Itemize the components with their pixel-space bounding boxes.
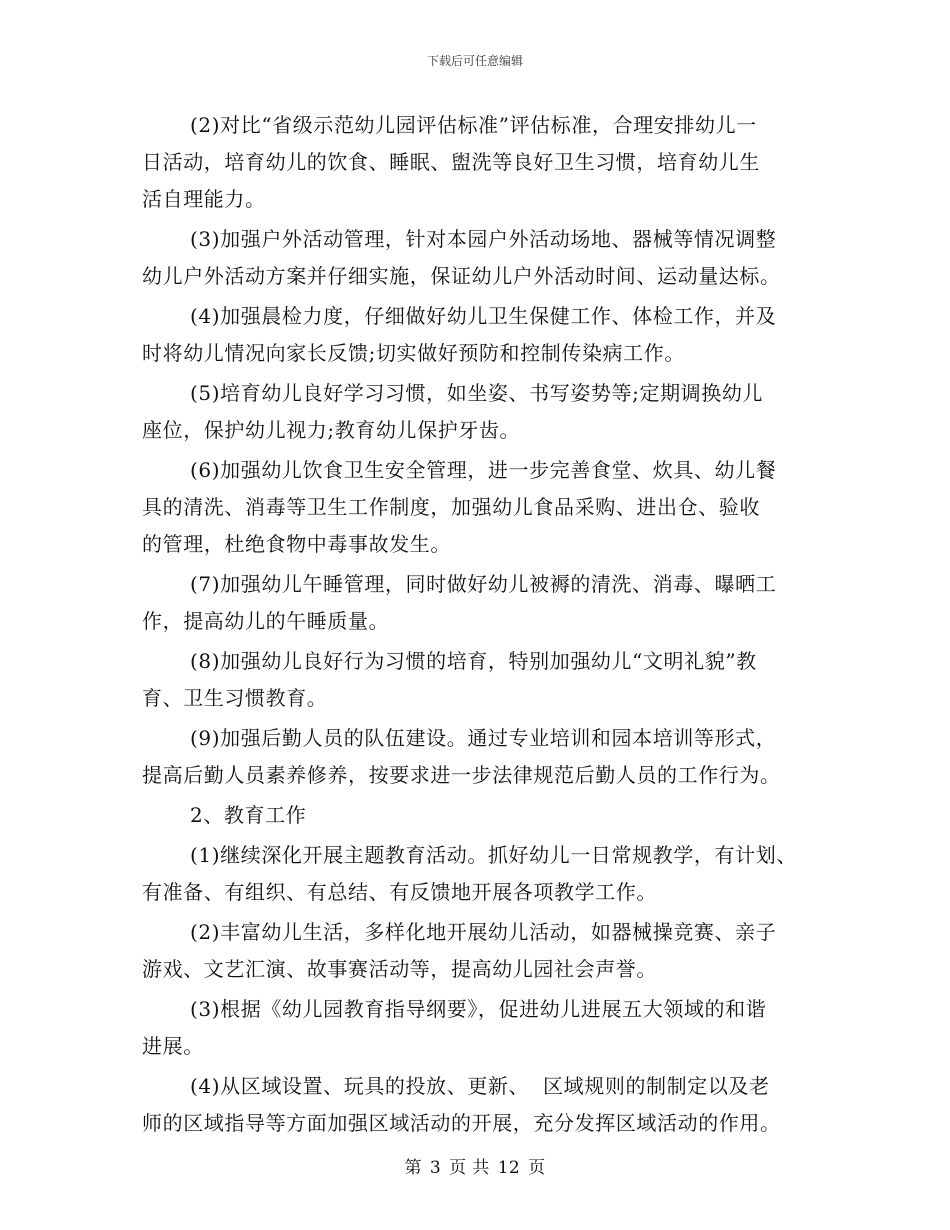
text-line: (4)加强晨检力度，仔细做好幼儿卫生保健工作、体检工作，并及 (190, 304, 777, 328)
text-line: (2)丰富幼儿生活，多样化地开展幼儿活动，如器械操竞赛、亲子 (190, 920, 777, 944)
text-line: 作，提高幼儿的午睡质量。 (142, 609, 390, 633)
footer-prefix: 第 (404, 1158, 422, 1178)
page-number: 3 (429, 1158, 442, 1178)
text-line: (8)加强幼儿良好行为习惯的培育，特别加强幼儿“文明礼貌”教 (190, 649, 757, 673)
paragraph (142, 107, 822, 218)
text-line: (9)加强后勤人员的队伍建设。通过专业培训和园本培训等形式， (190, 726, 777, 750)
paragraph (142, 643, 822, 717)
paragraph (142, 914, 822, 988)
paragraph (142, 221, 822, 295)
text-line: 2、教育工作 (190, 803, 307, 827)
paragraph (142, 837, 822, 911)
text-line: (3)加强户外活动管理，针对本园户外活动场地、器械等情况调整 (190, 227, 777, 251)
section-heading (142, 797, 822, 834)
text-line: (5)培育幼儿良好学习习惯，如坐姿、书写姿势等;定期调换幼儿 (190, 381, 764, 405)
text-line: 有准备、有组织、有总结、有反馈地开展各项教学工作。 (142, 880, 657, 904)
footer-suffix: 页 (528, 1158, 546, 1178)
footer-middle: 页 共 (449, 1158, 490, 1178)
paragraph (142, 720, 822, 794)
text-line: 具的清洗、消毒等卫生工作制度，加强幼儿食品采购、进出仓、验收 (142, 495, 760, 519)
text-line: 师的区域指导等方面加强区域活动的开展，充分发挥区域活动的作用。 (142, 1111, 781, 1135)
text-line: 时将幼儿情况向家长反馈;切实做好预防和控制传染病工作。 (142, 341, 685, 365)
text-line: 座位，保护幼儿视力;教育幼儿保护牙齿。 (142, 418, 521, 442)
paragraph (142, 1068, 822, 1142)
text-line: (2)对比“省级示范幼儿园评估标准”评估标准，合理安排幼儿一 (190, 113, 757, 137)
text-line: (3)根据《幼儿园教育指导纲要》，促进幼儿进展五大领域的和谐 (190, 997, 767, 1021)
document-body (142, 107, 822, 1142)
page-footer (0, 1153, 950, 1178)
text-line: (1)继续深化开展主题教育活动。抓好幼儿一日常规教学，有计划、 (190, 843, 797, 867)
text-line: 育、卫生习惯教育。 (142, 686, 328, 710)
text-line: 游戏、文艺汇演、故事赛活动等，提高幼儿园社会声誉。 (142, 957, 657, 981)
text-line: (4)从区域设置、玩具的投放、更新、 区域规则的制制定以及老 (190, 1074, 770, 1098)
text-line: (6)加强幼儿饮食卫生安全管理，进一步完善食堂、炊具、幼儿餐 (190, 458, 777, 482)
page-header: 下载后可任意编辑 (426, 54, 523, 68)
text-line: 提高后勤人员素养修养，按要求进一步法律规范后勤人员的工作行为。 (142, 763, 781, 787)
paragraph (142, 452, 822, 563)
text-line: (7)加强幼儿午睡管理，同时做好幼儿被褥的清洗、消毒、曝晒工 (190, 572, 777, 596)
paragraph (142, 991, 822, 1065)
text-line: 幼儿户外活动方案并仔细实施，保证幼儿户外活动时间、运动量达标。 (142, 264, 781, 288)
text-line: 日活动，培育幼儿的饮食、睡眠、盥洗等良好卫生习惯，培育幼儿生 (142, 150, 760, 174)
text-line: 的管理，杜绝食物中毒事故发生。 (142, 532, 451, 556)
paragraph (142, 298, 822, 372)
text-line: 进展。 (142, 1034, 204, 1058)
text-line: 活自理能力。 (142, 187, 266, 211)
page-total: 12 (497, 1158, 521, 1178)
paragraph (142, 375, 822, 449)
paragraph (142, 566, 822, 640)
